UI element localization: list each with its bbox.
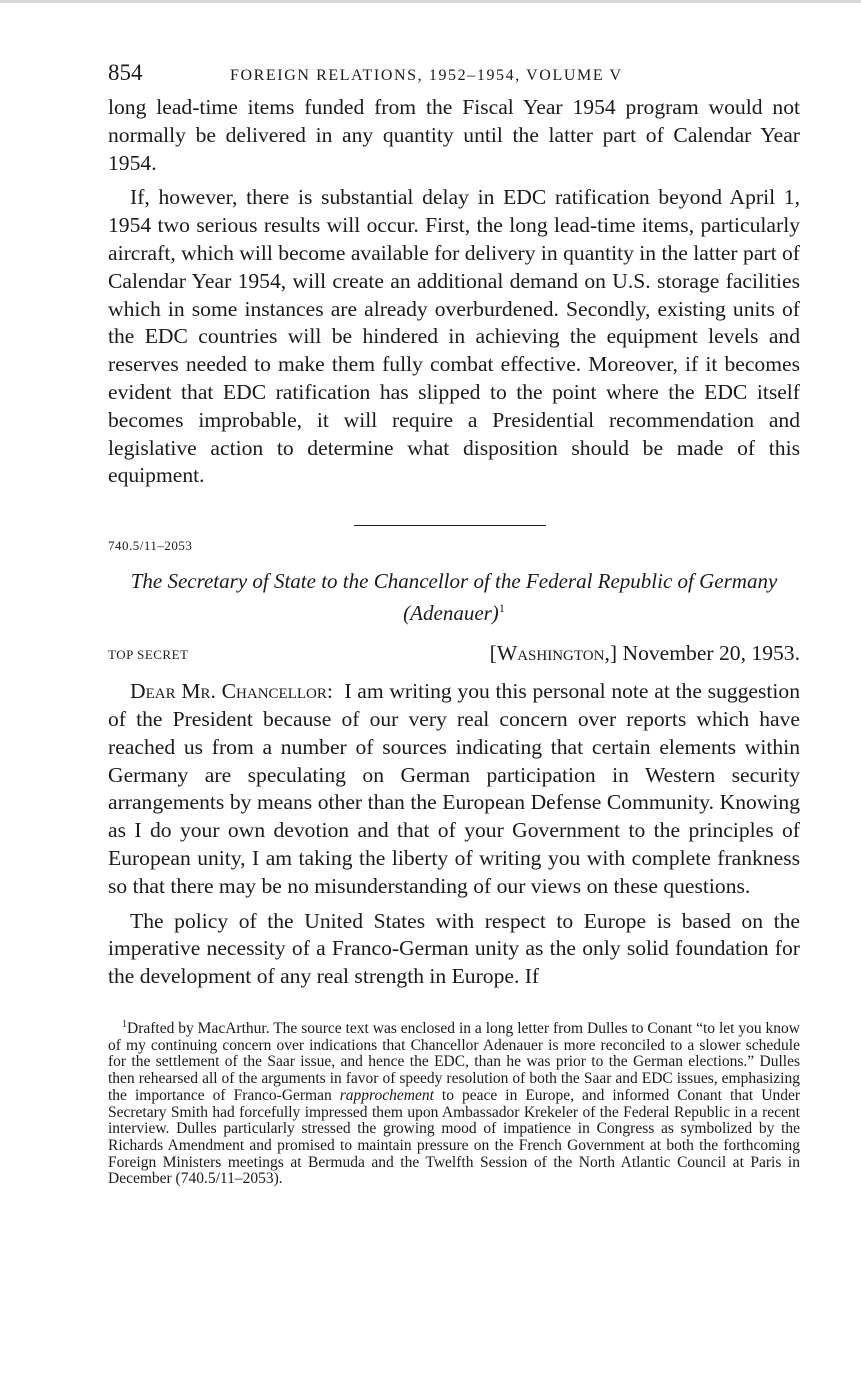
place: Washington, [496,641,610,666]
document-title [108,568,800,627]
footnote-text: Drafted by MacArthur. The source text was enclosed in a long letter from Dulles to Conant “to let you know of my continuing concern over indications that Chancellor Adenauer is more reconciled to a slower schedule for the settlement of the Saar issue, and hence the EDC, than he was prior to the German elections.” Dulles then rehearsed all of the arguments in favor of speedy resolution of both the Saar and EDC issues, emphasizing the importance of Franco-German [108,1020,800,1104]
salutation: Dear Mr. Chancellor: [130,679,333,704]
footnote [108,1017,800,1188]
classification-line [108,641,800,671]
place-bracket-close: ] [609,641,618,666]
running-head [108,60,800,94]
place-bracket-open: [ [489,641,497,666]
file-number: 740.5/11–2053 [108,538,193,554]
document-page [108,60,800,1188]
continuation-paragraph: If, however, there is substantial delay in EDC ratification beyond April 1, 1954 two serious results will occur. First, the long lead-time items, particularly aircraft, which will become available for delivery in quantity in the latter part of Calendar Year 1954, will create an additional demand on U.S. storage facilities which in some instances are already overburdened. Secondly, existing units of the EDC countries will be hindered in achieving the equipment levels and reserves needed to make them fully combat effective. Moreover, if it becomes evident that EDC ratification has slipped to the point where the EDC itself becomes improbable, it will require a Presidential recommendation and legislative action to determine what disposition should be made of this equipment. [108,185,800,488]
document-title-text: The Secretary of State to the Chancellor of the Federal Republic of Germany (Adenauer) [130,569,778,626]
footnote-text: to peace in Europe, and informed Conant that Under Secretary Smith had forcefully impressed them upon Ambassador Krekeler of the Federal Republic in a recent interview. Dulles particularly stressed the growing mood of impatience in Congress as symbolized by the Richards Amendment and promised to maintain pressure on the French Government at both the forthcoming Foreign Ministers meetings at Bermuda and the Twelfth Session of the North Atlantic Council at Paris in December (740.5/11–2053). [108,1086,800,1188]
page-number: 854 [108,60,143,85]
letter-paragraph: The policy of the United States with respect to Europe is based on the imperative necessity of a Franco-German unity as the only solid foundation for the development of any real strength in Europe. If [108,908,800,989]
footnote-italic-term: rapprochement [339,1086,434,1104]
date: November 20, 1953. [622,641,800,666]
page-top-edge [0,0,861,3]
dateline [490,641,800,666]
running-title: FOREIGN RELATIONS, 1952–1954, VOLUME V [230,67,623,84]
letter-paragraph-text: I am writing you this personal note at the suggestion of the President because of our very real concern over reports which have reached us from a number of sources indicating that certain elements within Germany are speculating on German participation in Western security arrangements by means other than the European Defense Community. Knowing as I do your own devotion and that of your Government to the principles of European unity, I am taking the liberty of writing you with complete frankness so that there may be no misunderstanding of our views on these questions. [108,679,801,898]
footnote-reference: 1 [498,601,505,616]
letter-paragraph [108,678,800,900]
continuation-paragraph: long lead-time items funded from the Fiscal Year 1954 program would not normally be delivered in any quantity until the latter part of Calendar Year 1954. [108,95,800,175]
footnote-marker: 1 [122,1018,127,1030]
section-divider [354,525,546,526]
classification: TOP SECRET [108,647,189,663]
